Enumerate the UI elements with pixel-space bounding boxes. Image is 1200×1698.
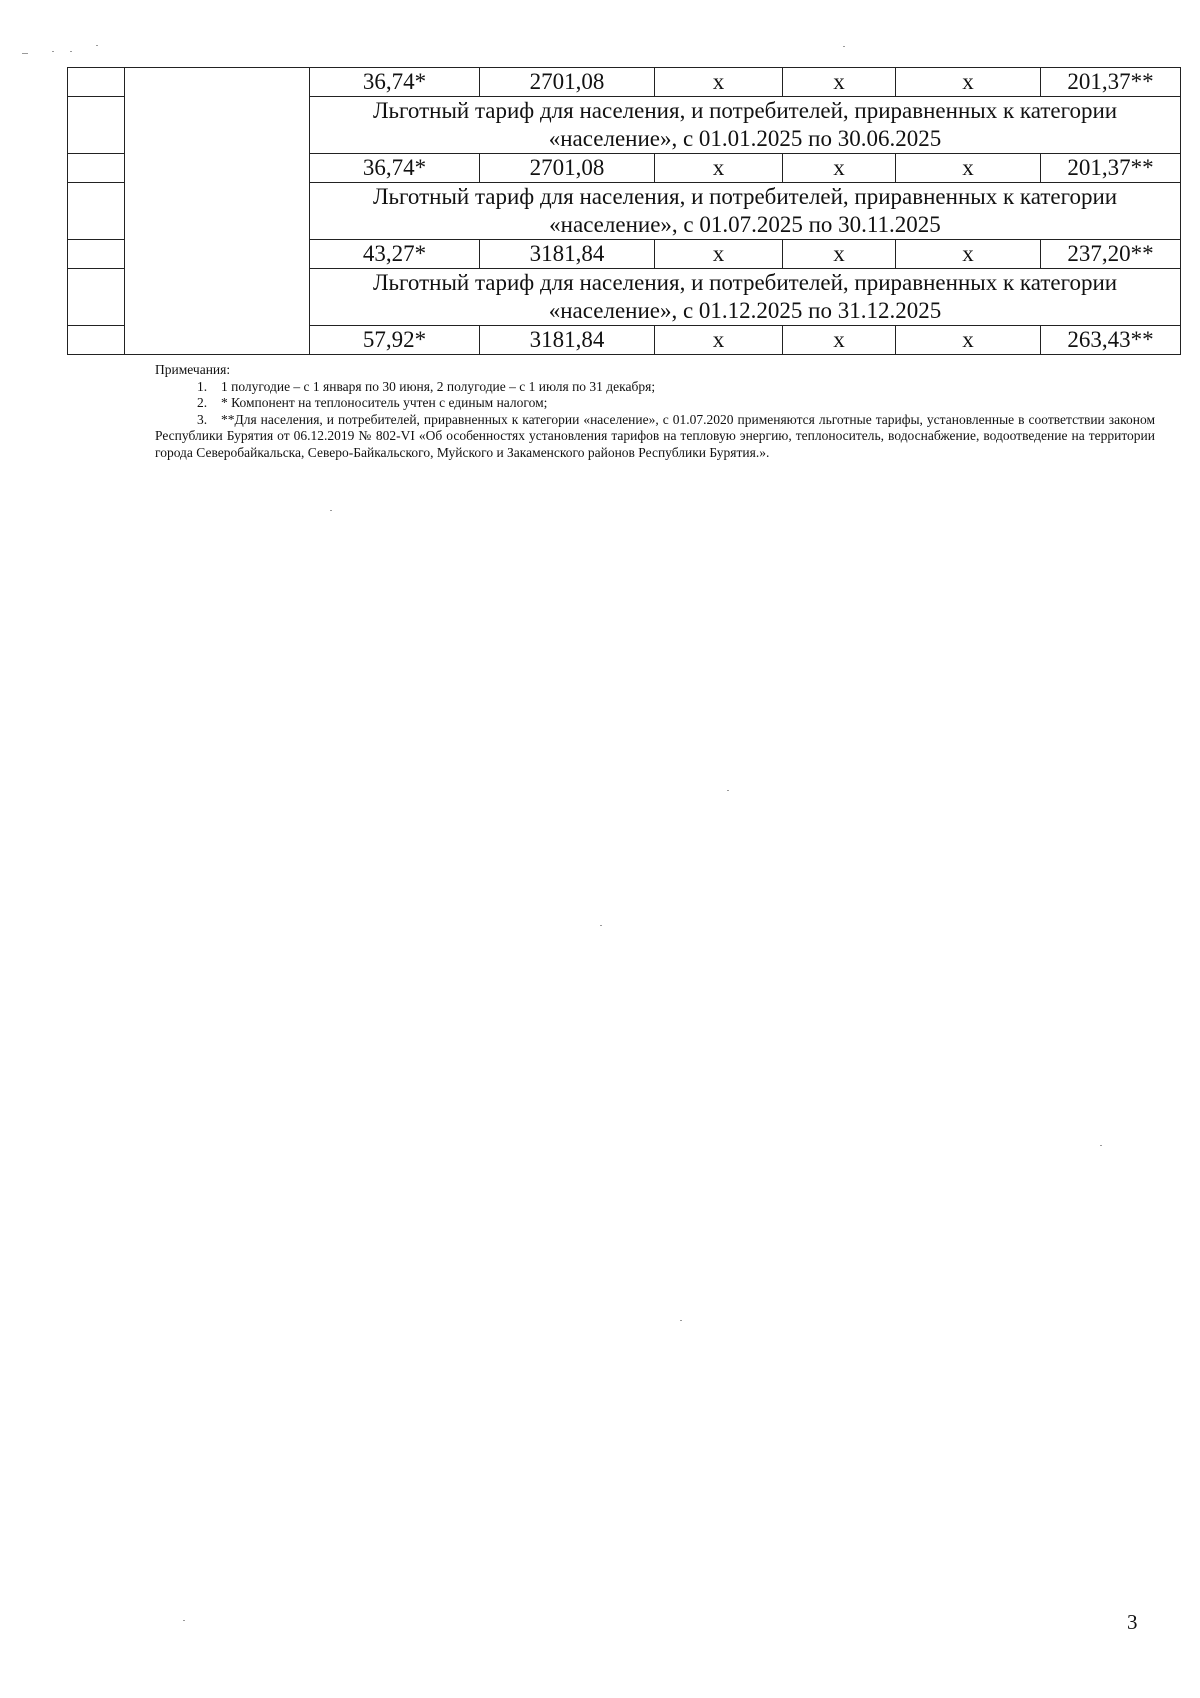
value-cell: x xyxy=(896,326,1041,355)
value-cell: 3181,84 xyxy=(480,326,655,355)
heading-line-1: Льготный тариф для населения, и потребителей, приравненных к категории xyxy=(372,270,1118,295)
heading-line-1: Льготный тариф для населения, и потребителей, приравненных к категории xyxy=(372,98,1118,123)
value-cell: 201,37** xyxy=(1041,154,1181,183)
note-item xyxy=(155,379,1155,396)
note-number: 2. xyxy=(197,395,208,410)
value-cell: 2701,08 xyxy=(480,68,655,97)
heading-line-1: Льготный тариф для населения, и потребителей, приравненных к категории xyxy=(372,184,1118,209)
scan-speck xyxy=(843,46,845,47)
tariff-period-heading xyxy=(310,183,1181,240)
value-cell: x xyxy=(655,154,783,183)
value-cell: x xyxy=(896,240,1041,269)
value-cell: 201,37** xyxy=(1041,68,1181,97)
heading-line-2: «население», с 01.07.2025 по 30.11.2025 xyxy=(549,212,941,237)
scan-speck xyxy=(727,790,729,791)
note-item xyxy=(155,395,1155,412)
value-cell: 2701,08 xyxy=(480,154,655,183)
value-cell: x xyxy=(655,240,783,269)
notes-title: Примечания: xyxy=(155,362,231,377)
value-cell: x xyxy=(655,68,783,97)
value-cell: 263,43** xyxy=(1041,326,1181,355)
value-cell: x xyxy=(783,326,896,355)
scan-speck xyxy=(1100,1145,1102,1146)
value-cell: x xyxy=(783,240,896,269)
note-number: 1. xyxy=(197,378,208,394)
value-cell: x xyxy=(655,326,783,355)
scan-speck xyxy=(96,45,98,46)
tariff-table xyxy=(67,67,1181,355)
tariff-period-heading xyxy=(310,269,1181,326)
value-cell: 237,20** xyxy=(1041,240,1181,269)
note-text: * Компонент на теплоноситель учтен с единым налогом; xyxy=(221,395,548,410)
value-cell: 43,27* xyxy=(310,240,480,269)
scan-speck xyxy=(600,925,602,926)
heading-line-2: «население», с 01.01.2025 по 30.06.2025 xyxy=(548,126,942,151)
table-row xyxy=(68,68,1181,97)
scan-speck xyxy=(22,53,28,54)
value-cell: 36,74* xyxy=(310,68,480,97)
notes-section xyxy=(155,362,1155,461)
value-cell: x xyxy=(783,154,896,183)
note-text: **Для населения, и потребителей, приравненных к категории «население», с 01.07.2020 применяются льготные тарифы, установленные в соответствии законом Республики Бурятия от 06.12.2019 № 802-VI «Об особенностях установления тарифов на тепловую энергию, теплоноситель, водоснабжение, водоотведение на территории города Северобайкальска, Северо-Байкальского, Муйского и Закаменского районов Республики Бурятия.». xyxy=(155,411,1155,460)
row-number-cell xyxy=(68,240,125,269)
row-number-cell xyxy=(68,269,125,326)
scan-speck xyxy=(52,51,54,52)
row-number-cell xyxy=(68,183,125,240)
page-number: 3 xyxy=(1127,1610,1138,1634)
scan-speck xyxy=(330,510,332,511)
note-text: 1 полугодие – с 1 января по 30 июня, 2 полугодие – с 1 июля по 31 декабря; xyxy=(221,378,656,394)
scan-speck xyxy=(680,1320,682,1321)
value-cell: x xyxy=(783,68,896,97)
note-number: 3. xyxy=(197,411,208,427)
tariff-period-heading xyxy=(310,97,1181,154)
row-number-cell xyxy=(68,68,125,97)
row-number-cell xyxy=(68,154,125,183)
value-cell: x xyxy=(896,68,1041,97)
value-cell: 3181,84 xyxy=(480,240,655,269)
organization-cell xyxy=(125,68,310,355)
heading-line-2: «население», с 01.12.2025 по 31.12.2025 xyxy=(548,298,942,323)
row-number-cell xyxy=(68,326,125,355)
scan-speck xyxy=(70,51,72,52)
value-cell: 57,92* xyxy=(310,326,480,355)
note-item xyxy=(155,412,1155,462)
value-cell: 36,74* xyxy=(310,154,480,183)
value-cell: x xyxy=(896,154,1041,183)
scan-speck xyxy=(183,1620,185,1621)
row-number-cell xyxy=(68,97,125,154)
